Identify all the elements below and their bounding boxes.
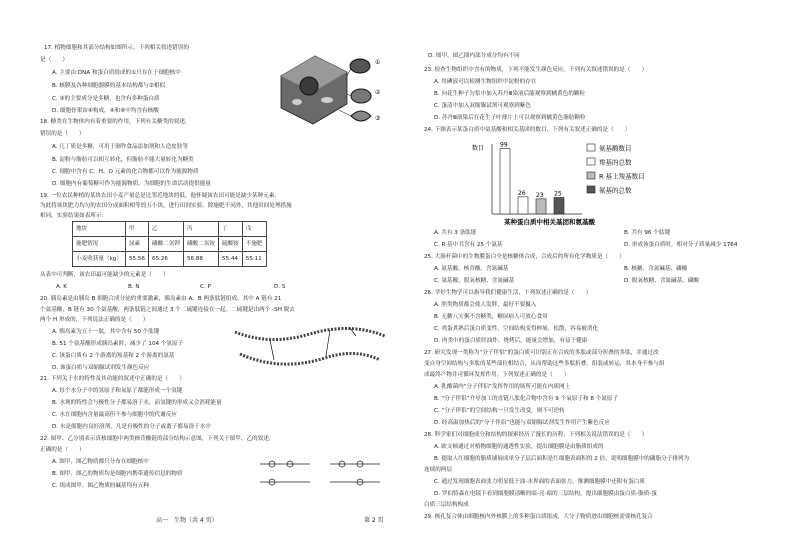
q23-option-c: C. 蛋清中加入双缩脲试剂可观察到紫色 [434,103,531,109]
q19-question: 从表中可判断，该农田最可能缺少的元素是（ ） [40,272,169,278]
q18-option-d: D. 细胞内有葡萄糖可作为能源物质，为细胞的生命活动提供能量 [52,181,211,187]
table-cell: 丙 [183,222,218,237]
table-cell: 施肥情况 [73,237,126,252]
legend-swatch [587,186,595,193]
q17-stem: 17. 植物细胞和其部分结构如图所示。下列相关叙述错误的 [44,45,189,51]
svg-text:③: ③ [375,115,381,122]
amino-acid-bar-chart [472,136,712,226]
table-row [73,237,267,252]
q19-option-b: B. N [128,284,140,290]
q19-option-a: A. K [56,284,67,290]
fertilizer-table [72,221,267,267]
q24-option-d: D. 形成该蛋白质时，相对分子质量减少 1764 [624,242,738,248]
q22-line2: 正确的是（ ） [40,447,85,453]
q21-option-b: B. 水现的特性会与极性分子都易溶于水，而氢键的形成又会消耗能量 [52,400,222,406]
q17-stem-cont: 是（ ） [40,57,68,63]
q24-stem: 24. 下图表示某蛋白质中氨基酸和相关基团的数目，下列有关叙述正确的是（ ） [424,127,631,133]
q25-option-b: B. 核糖、含氮碱基、磷酸 [624,266,688,272]
q28-option-d-cont: 白质三层结构构成 [424,502,469,508]
q27-line3: 成最终产物并可循环发挥作用。下列叙述正确的是（ ） [424,372,570,378]
q23-option-d: D. 苏丹Ⅲ液染后在花生子叶薄片上可以观察到橘黄色脂肪颗粒 [434,115,586,121]
q17-option-a: A. 主要由 DNA 和蛋白质组成的①只存在于细胞核中 [52,70,181,76]
q24-option-a: A. 共有 3 条肽链 [434,230,477,236]
chart-value-label: 26 [518,189,526,197]
q28-option-b: B. 提取人红细胞的脂质铺展成单分子层后面积是红细胞表面积的 2 倍，说明细胞膜中的磷脂分子排列为 [434,456,690,462]
q27-option-c: C. “分子伴侣”的空间结构一旦发生改变，则不可逆转 [434,408,565,414]
left-column [0,0,395,549]
q26-option-d: D. 肉类中的蛋白质经油炸、烧烤后，能量会增加，有益于健康 [434,338,588,344]
table-cell: 不施肥 [242,237,266,252]
footer-left: 高一 生物（共 4 页） [156,517,218,524]
q20-line3: 两个 H 形成的，下列说法正确的是（ ） [40,317,149,323]
chart-value-label: 23 [536,191,544,199]
q29-stem: 29. 核孔复合体由细胞核内外核膜上的多种蛋白质组成，大分子物质进出细胞核需要核孔复合 [424,514,653,520]
table-cell: 56.88 [183,252,218,267]
table-cell: 戊 [242,222,266,237]
q22-option-c: C. 组成图甲、图乙物质的碱基均有五种 [52,483,149,489]
q27-option-b: B. “分子伴侣”介导加工的直链八肽化合物中含有 9 个氧原子和 8 个氮原子 [434,396,619,402]
table-cell: 甲 [125,222,148,237]
q20-line2: 个氨基酸，B 链有 30 个氨基酸，两条肽链之间通过 3 个二硫键连接在一起。二硫键是由两个 -SH 脱去 [40,307,295,313]
q28-option-a: A. 欧文顿通过对植物细胞的通透性实验，提出细胞膜是由脂质组成的 [434,444,604,450]
insulin-chain-figure [230,320,390,380]
chart-value-label: 25 [554,190,562,198]
q24-option-b: B. 共有 96 个肽键 [624,230,671,236]
plant-cell-figure [275,48,390,136]
q24-option-c: C. R 基中共含有 25 个氨基 [434,242,503,248]
q18-option-c: C. 细胞中含有 C、H、O 元素的化合物都可以作为能源物质 [52,169,199,175]
q25-option-a: A. 氨基酸、核苷酸、含氮碱基 [434,266,509,272]
page-number: 第 2 页 [364,517,384,524]
q28-option-c: C. 通过发现细胞表面张力明显低于油-水界面的表面张力，推测细胞膜中还附有蛋白质 [434,479,645,485]
legend-swatch [587,172,595,179]
q18-stem-cont: 错误的是（ ） [40,131,85,137]
chart-y-label: 数目 [472,145,485,152]
table-cell: 55.56 [125,252,148,267]
q28-option-d: D. 罗伯特森在电镜下看到细胞膜清晰的暗-亮-暗的三层结构，提出细胞膜由蛋白质-脂质-蛋 [434,491,657,497]
q22-line1: 22. 图甲、乙分别表示真核细胞中两类核苷酸链的部分结构示意图，下列关于图甲、乙的叙述， [40,436,275,442]
nucleotide-chain-figure [250,452,390,502]
q22-option-b: B. 图甲、图乙的物质均是细胞内携带遗传信息的物质 [52,471,183,477]
q22-option-a: A. 图甲、图乙物质都只分布在细胞核中 [52,459,149,465]
table-cell: 小麦收获量（kg） [73,252,126,267]
legend-swatch [587,158,595,165]
q20-option-d: D. 该蛋白质与双缩脲试剂发生颜色反应 [52,365,150,371]
table-cell: 65.26 [148,252,183,267]
q18-option-a: A. 几丁质是多糖，可用于制作食品添加剂和人造皮肤等 [52,144,188,150]
q20-option-a: A. 胰岛素为五十一肽，其中含有 50 个肽键 [52,329,160,335]
table-cell: 地块 [73,222,126,237]
q19-line1: 19. 一位农民种植的某块农田小麦产量总是比邻近地块的低。他怀疑该农田可能是缺少某种元素， [40,193,281,199]
chart-bar [554,198,564,215]
q28-option-b-cont: 连续的两层 [424,467,452,473]
legend-label: 氨基的总数 [599,186,632,195]
q27-option-d: D. 经高温加热后的“分子伴侣”也能与双缩脲试剂发生作用产生紫色反应 [434,420,610,426]
chart-bar [536,199,546,214]
q27-line1: 27. 研究发现一类称为“分子伴侣”的蛋白质可识别正在合成的多肽或部分折叠的多肽，并通过改 [424,350,659,356]
q19-option-c: C. P [200,284,211,290]
table-cell: 磷酸二氢钾 [148,237,183,252]
q28-stem: 28. 科学家们对细胞成分和结构的探索经历了漫长的历程，下列相关说法错误的是（ ） [424,432,648,438]
table-cell: 磷酸二氢铵 [183,237,218,252]
legend-label: 羧基的总数 [599,158,632,167]
svg-text:②: ② [375,89,381,96]
legend-swatch [587,144,595,151]
svg-text:①: ① [375,59,381,66]
q17-option-c: C. ③的主要成分是多糖，也含有多种蛋白质 [52,96,160,102]
q25-option-c: C. 氨基酸、脱氧核糖、含氮碱基 [434,278,515,284]
q17-option-d: D. 细胞骨架由④构成，④和⑥中均含有核酸 [52,108,159,114]
chart-bar [500,149,510,214]
chart-bar [518,197,528,214]
chart-caption: 某种蛋白质中相关基团和氨基酸 [504,218,595,226]
q22-option-d: D. 图甲、图乙图内部分成分均有不同 [428,53,520,59]
table-cell: 55.44 [218,252,242,267]
q26-option-c: C. 鸡蛋煮熟后蛋白质变性，空间结构变得伸展、松散，容易被消化 [434,326,599,332]
q25-stem: 25. 大肠杆菌中的生物膜蛋白全是核糖体合成，合成后的所有化学物质是（ ） [424,254,625,260]
q26-option-b: B. 无糖八宝粥不含糖类，糖尿病人可放心食用 [434,314,548,320]
q20-option-b: B. 51 个氨基酸形成胰岛素时，减少了 104 个氢原子 [52,341,184,347]
legend-label: 氨基酸数目 [599,144,632,153]
chart-value-label: 99 [500,141,508,149]
table-cell: 硫酸铵 [218,237,242,252]
table-cell: 尿素 [125,237,148,252]
q21-option-c: C. 水在细胞内含量最高但不参与细胞中的代谢反应 [52,412,177,418]
q23-stem: 23. 检查生物组织中含有的物质，下列不能发生颜色反应。下列有关叙述错误的是（ ） [424,67,648,73]
q19-option-d: D. S [274,284,286,290]
q20-line1: 20. 胰岛素是由胰岛 B 细胞合成分泌的重要激素，胰岛素由 A、B 两条肽链组成，其中 A 链有 21 [40,296,282,302]
table-cell: 丁 [218,222,242,237]
q21-option-d: D. 水是细胞内良好溶剂，凡是有极性的分子或离子都易溶于水中 [52,424,211,430]
legend-label: R 基上羧基数目 [599,172,645,181]
q27-line2: 变自身空间结构与多肽的某些部位相结合，从而帮助这些多肽折叠、组装或转运，其本身不参与组 [424,361,665,367]
q26-option-a: A. 胆类物质都会使人发胖，最好不要摄入 [434,302,537,308]
q21-stem: 21. 下列关于水的特性及其功能的叙述中正确的是（ ） [40,376,185,382]
table-cell: 乙 [148,222,183,237]
q23-option-b: B. 向花生种子匀浆中加入苏丹Ⅲ染液后能观察到橘黄色的颗粒 [434,91,586,97]
table-header-row [73,222,267,237]
table-row [73,252,267,267]
q18-option-b: B. 淀粉与脂肪可以相互转化，但脂肪不能大量转化为糖类 [52,157,194,163]
q18-stem: 18. 糖类在生物体内有着重要的作用，下列有关糖类的叙述， [40,119,191,125]
q26-stem: 26. 学好生物学可以指导我们健康生活，下列叙述正确的是（ ） [424,290,592,296]
q20-option-c: C. 该蛋白质有 2 个游离的羧基和 2 个游离的氨基 [52,353,175,359]
table-cell: 55.11 [242,252,266,267]
q17-option-b: B. 核膜及各种细胞器膜的基本结构都与②相似 [52,83,166,89]
q21-option-a: A. 每个水分子中的氢原子和氧原子都能形成一个氢键 [52,388,183,394]
q19-line3: 相同。实验结果如表所示： [40,213,108,219]
q19-line2: 为此将该块肥力均匀的农田分成面积相等的五小块，进行田间实验。除施肥不同外，其他田间处理措施 [40,203,292,209]
q23-option-a: A. 用碘液可以检测生物组织中淀粉的存在 [434,79,537,85]
right-column [364,0,794,549]
q27-option-a: A. 乳酸菌内“分子伴侣”发挥作用的场所可能在内质网上 [434,384,571,390]
q25-option-d: D. 脱氧核糖、含氮碱基、磷酸 [624,278,699,284]
